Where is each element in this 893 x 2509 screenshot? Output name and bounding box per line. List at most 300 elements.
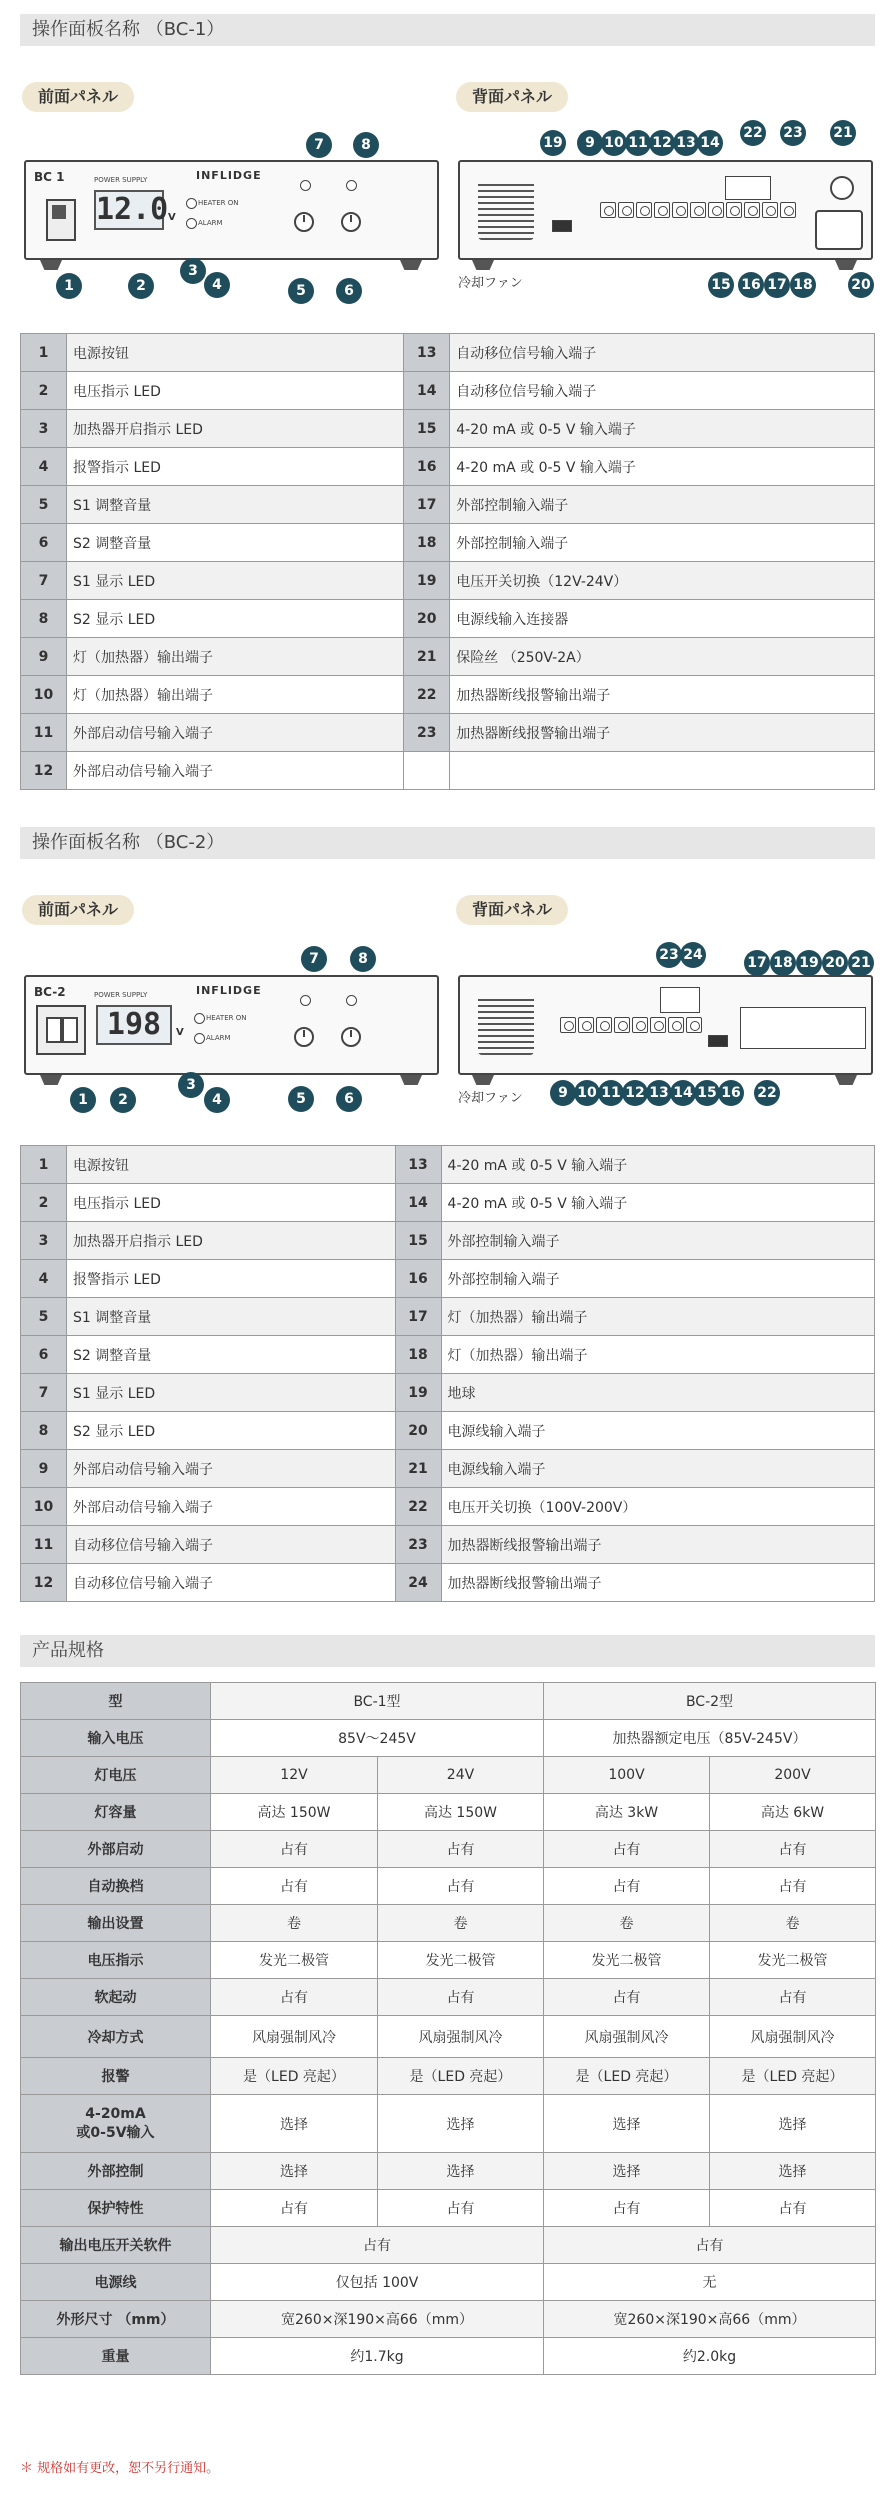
table-row bbox=[21, 1412, 875, 1450]
part-name: 加热器断线报警输出端子 bbox=[441, 1526, 874, 1564]
bc2-front-bullet-2: 2 bbox=[110, 1087, 136, 1113]
spec-value: 选择 bbox=[710, 2153, 876, 2190]
part-name: 电源线输入端子 bbox=[441, 1450, 874, 1488]
bc1-alarm-label: ALARM bbox=[198, 219, 223, 227]
bc2-back-bullet-20: 20 bbox=[822, 950, 848, 976]
bc1-back-panel-tag: 背面パネル bbox=[456, 82, 568, 112]
spec-value: 是（LED 亮起） bbox=[378, 2058, 544, 2095]
part-name: 地球 bbox=[441, 1374, 874, 1412]
bc2-alarm-led bbox=[194, 1033, 205, 1044]
part-number: 2 bbox=[21, 372, 67, 410]
spec-row-model bbox=[21, 1683, 876, 1720]
part-number: 19 bbox=[395, 1374, 441, 1412]
table-row bbox=[21, 448, 875, 486]
bc1-back-bullet-20: 20 bbox=[848, 272, 874, 298]
part-name: 报警指示 LED bbox=[67, 448, 404, 486]
part-name: 外部启动信号输入端子 bbox=[67, 1488, 396, 1526]
bc1-front-bullet-3: 3 bbox=[180, 258, 206, 284]
spec-value: 选择 bbox=[211, 2095, 378, 2153]
spec-label: 灯电压 bbox=[21, 1757, 211, 1794]
bc2-power-supply-label: POWER SUPPLY bbox=[94, 991, 148, 999]
part-name: 加热器断线报警输出端子 bbox=[450, 676, 875, 714]
spec-value: 无 bbox=[544, 2264, 876, 2301]
bc1-voltage-unit: V bbox=[168, 212, 176, 223]
spec-value: 占有 bbox=[378, 1831, 544, 1868]
spec-value: 选择 bbox=[378, 2153, 544, 2190]
part-number: 17 bbox=[395, 1298, 441, 1336]
spec-label: 冷却方式 bbox=[21, 2016, 211, 2058]
bc1-power-switch[interactable] bbox=[46, 199, 76, 241]
bc1-back-bullet-11: 11 bbox=[625, 130, 651, 156]
spec-value: 发光二极管 bbox=[544, 1942, 710, 1979]
bc1-brand-logo: INFLIDGE bbox=[196, 169, 262, 182]
bc1-alarm-terminal-block bbox=[725, 176, 771, 200]
spec-row bbox=[21, 1831, 876, 1868]
part-name: 电源按钮 bbox=[67, 334, 404, 372]
part-name: 自动移位信号输入端子 bbox=[450, 334, 875, 372]
part-name: 电源按钮 bbox=[67, 1146, 396, 1184]
bc2-cooling-fan-label: 冷却ファン bbox=[458, 1091, 523, 1106]
part-number: 3 bbox=[21, 1222, 67, 1260]
spec-value: 高达 150W bbox=[378, 1794, 544, 1831]
bc2-back-panel-tag: 背面パネル bbox=[456, 895, 568, 925]
spec-value: 200V bbox=[710, 1757, 876, 1794]
spec-value: 是（LED 亮起） bbox=[544, 2058, 710, 2095]
part-number: 18 bbox=[395, 1336, 441, 1374]
spec-row bbox=[21, 2301, 876, 2338]
bc1-back-bullet-13: 13 bbox=[673, 130, 699, 156]
bc2-front-bullet-8: 8 bbox=[350, 946, 376, 972]
part-number: 16 bbox=[395, 1260, 441, 1298]
bc2-power-switch[interactable] bbox=[36, 1005, 86, 1055]
part-name: 电源线输入连接器 bbox=[450, 600, 875, 638]
part-number: 22 bbox=[404, 676, 450, 714]
part-name: 报警指示 LED bbox=[67, 1260, 396, 1298]
spec-value: 卷 bbox=[710, 1905, 876, 1942]
part-number: 19 bbox=[404, 562, 450, 600]
part-name: S1 显示 LED bbox=[67, 562, 404, 600]
bc2-back-bullet-21: 21 bbox=[848, 950, 874, 976]
spec-value: 占有 bbox=[211, 2190, 378, 2227]
spec-value: 约2.0kg bbox=[544, 2338, 876, 2375]
spec-value: 发光二极管 bbox=[710, 1942, 876, 1979]
bc2-front-panel-tag: 前面パネル bbox=[22, 895, 134, 925]
bc1-back-bullet-23: 23 bbox=[780, 120, 806, 146]
table-row bbox=[21, 524, 875, 562]
bc1-front-bullet-4: 4 bbox=[204, 272, 230, 298]
spec-value: 是（LED 亮起） bbox=[211, 2058, 378, 2095]
spec-row bbox=[21, 1868, 876, 1905]
bc1-back-bullet-18: 18 bbox=[790, 272, 816, 298]
part-number: 8 bbox=[21, 600, 67, 638]
table-row bbox=[21, 676, 875, 714]
part-name: 4-20 mA 或 0-5 V 输入端子 bbox=[441, 1146, 874, 1184]
part-number: 20 bbox=[395, 1412, 441, 1450]
spec-value: 宽260×深190×高66（mm） bbox=[211, 2301, 544, 2338]
bc1-cooling-fan-label: 冷却ファン bbox=[458, 276, 523, 291]
spec-row bbox=[21, 2153, 876, 2190]
spec-value: 占有 bbox=[544, 2227, 876, 2264]
bc1-heater-on-label: HEATER ON bbox=[198, 199, 239, 207]
part-name: 外部控制输入端子 bbox=[441, 1222, 874, 1260]
bc2-back-bullet-16: 16 bbox=[718, 1080, 744, 1106]
part-number: 20 bbox=[404, 600, 450, 638]
spec-value: 24V bbox=[378, 1757, 544, 1794]
part-number: 16 bbox=[404, 448, 450, 486]
bc1-model-label: BC 1 bbox=[34, 170, 65, 184]
bc2-back-panel-body bbox=[458, 975, 873, 1075]
part-number: 14 bbox=[395, 1184, 441, 1222]
part-name: S2 显示 LED bbox=[67, 600, 404, 638]
part-name: 外部启动信号输入端子 bbox=[67, 714, 404, 752]
table-row bbox=[21, 1146, 875, 1184]
spec-label: 重量 bbox=[21, 2338, 211, 2375]
part-number: 7 bbox=[21, 1374, 67, 1412]
bc2-alarm-label: ALARM bbox=[206, 1034, 231, 1042]
bc1-back-panel-body bbox=[458, 160, 873, 260]
table-row bbox=[21, 1336, 875, 1374]
table-row bbox=[21, 1526, 875, 1564]
spec-value: 选择 bbox=[544, 2095, 710, 2153]
bc1-front-panel-tag: 前面パネル bbox=[22, 82, 134, 112]
spec-label: 报警 bbox=[21, 2058, 211, 2095]
part-number: 21 bbox=[404, 638, 450, 676]
spec-row bbox=[21, 2227, 876, 2264]
bc2-back-bullet-22: 22 bbox=[754, 1080, 780, 1106]
bc2-front-bullet-6: 6 bbox=[336, 1086, 362, 1112]
part-number: 1 bbox=[21, 1146, 67, 1184]
bc1-front-bullet-1: 1 bbox=[56, 273, 82, 299]
table-row bbox=[21, 1298, 875, 1336]
spec-row bbox=[21, 1794, 876, 1831]
bc1-s2-knob[interactable] bbox=[341, 212, 361, 232]
spec-bc2-model: BC-2型 bbox=[544, 1683, 876, 1720]
part-name: S1 调整音量 bbox=[67, 1298, 396, 1336]
spec-value: 占有 bbox=[211, 1868, 378, 1905]
spec-label: 外部启动 bbox=[21, 1831, 211, 1868]
bc2-back-bullet-14: 14 bbox=[670, 1080, 696, 1106]
bc1-s1-led bbox=[300, 180, 311, 191]
table-row bbox=[21, 1488, 875, 1526]
part-number: 3 bbox=[21, 410, 67, 448]
bc2-fan-grille bbox=[478, 995, 534, 1055]
spec-label: 电源线 bbox=[21, 2264, 211, 2301]
bc2-heater-on-led bbox=[194, 1013, 205, 1024]
spec-row bbox=[21, 2264, 876, 2301]
table-row bbox=[21, 600, 875, 638]
bc1-back-bullet-14: 14 bbox=[697, 130, 723, 156]
part-number: 4 bbox=[21, 1260, 67, 1298]
spec-section-header: 产品规格 bbox=[20, 1635, 875, 1667]
part-name: 自动移位信号输入端子 bbox=[450, 372, 875, 410]
part-number bbox=[404, 752, 450, 790]
table-row bbox=[21, 1564, 875, 1602]
table-row bbox=[21, 638, 875, 676]
spec-label: 输出电压开关软件 bbox=[21, 2227, 211, 2264]
spec-value: 风扇强制风冷 bbox=[710, 2016, 876, 2058]
part-name: 外部控制输入端子 bbox=[450, 486, 875, 524]
spec-value: 占有 bbox=[211, 1979, 378, 2016]
bc1-back-bullet-16: 16 bbox=[738, 272, 764, 298]
part-name: 灯（加热器）输出端子 bbox=[441, 1336, 874, 1374]
table-row bbox=[21, 334, 875, 372]
bc1-back-bullet-17: 17 bbox=[764, 272, 790, 298]
table-row bbox=[21, 1184, 875, 1222]
bc1-heater-on-led bbox=[186, 198, 197, 209]
spec-value: 卷 bbox=[211, 1905, 378, 1942]
bc2-back-bullet-17: 17 bbox=[744, 950, 770, 976]
spec-value: 占有 bbox=[710, 1831, 876, 1868]
part-name: S2 显示 LED bbox=[67, 1412, 396, 1450]
bc2-back-bullet-19: 19 bbox=[796, 950, 822, 976]
part-number: 8 bbox=[21, 1412, 67, 1450]
spec-value: 12V bbox=[211, 1757, 378, 1794]
spec-value: 100V bbox=[544, 1757, 710, 1794]
spec-value: 高达 6kW bbox=[710, 1794, 876, 1831]
spec-value: 占有 bbox=[378, 1979, 544, 2016]
bc2-power-terminal-block bbox=[740, 1007, 866, 1049]
table-row bbox=[21, 486, 875, 524]
bc1-voltage-display: 12.0 bbox=[94, 190, 164, 230]
spec-value: 发光二极管 bbox=[378, 1942, 544, 1979]
spec-value: 选择 bbox=[378, 2095, 544, 2153]
part-name: 灯（加热器）输出端子 bbox=[441, 1298, 874, 1336]
bc2-front-bullet-4: 4 bbox=[204, 1087, 230, 1113]
bc2-back-bullet-11: 11 bbox=[598, 1080, 624, 1106]
part-number: 12 bbox=[21, 752, 67, 790]
bc1-back-bullet-21: 21 bbox=[830, 120, 856, 146]
part-name bbox=[450, 752, 875, 790]
spec-label: 灯容量 bbox=[21, 1794, 211, 1831]
part-name: 电压开关切换（12V-24V） bbox=[450, 562, 875, 600]
bc2-s2-led bbox=[346, 995, 357, 1006]
table-row bbox=[21, 372, 875, 410]
spec-value: 宽260×深190×高66（mm） bbox=[544, 2301, 876, 2338]
part-number: 2 bbox=[21, 1184, 67, 1222]
bc1-back-bullet-19: 19 bbox=[540, 130, 566, 156]
part-number: 23 bbox=[395, 1526, 441, 1564]
spec-value: 选择 bbox=[211, 2153, 378, 2190]
part-number: 11 bbox=[21, 1526, 67, 1564]
bc1-front-bullet-2: 2 bbox=[128, 273, 154, 299]
part-name: S1 调整音量 bbox=[67, 486, 404, 524]
part-number: 12 bbox=[21, 1564, 67, 1602]
bc1-alarm-led bbox=[186, 218, 197, 229]
part-name: 保险丝 （250V-2A） bbox=[450, 638, 875, 676]
part-number: 15 bbox=[395, 1222, 441, 1260]
spec-value: 高达 150W bbox=[211, 1794, 378, 1831]
spec-label: 自动换档 bbox=[21, 1868, 211, 1905]
spec-table bbox=[20, 1682, 876, 2375]
part-number: 5 bbox=[21, 486, 67, 524]
bc2-heater-on-label: HEATER ON bbox=[206, 1014, 247, 1022]
bc1-front-bullet-5: 5 bbox=[288, 278, 314, 304]
part-name: 电压指示 LED bbox=[67, 372, 404, 410]
bc2-front-bullet-1: 1 bbox=[70, 1087, 96, 1113]
bc2-front-bullet-7: 7 bbox=[301, 946, 327, 972]
spec-row-input-voltage bbox=[21, 1720, 876, 1757]
part-name: S2 调整音量 bbox=[67, 1336, 396, 1374]
bc1-front-panel-body bbox=[24, 160, 439, 260]
bc1-back-bullet-9: 9 bbox=[577, 130, 603, 156]
part-name: 外部控制输入端子 bbox=[450, 524, 875, 562]
part-name: 电压开关切换（100V-200V） bbox=[441, 1488, 874, 1526]
spec-label: 保护特性 bbox=[21, 2190, 211, 2227]
bc2-back-bullet-12: 12 bbox=[622, 1080, 648, 1106]
table-row bbox=[21, 714, 875, 752]
bc1-back-bullet-22: 22 bbox=[740, 120, 766, 146]
bc1-s2-led bbox=[346, 180, 357, 191]
part-name: 电压指示 LED bbox=[67, 1184, 396, 1222]
spec-label: 软起动 bbox=[21, 1979, 211, 2016]
part-number: 10 bbox=[21, 676, 67, 714]
part-name: 加热器断线报警输出端子 bbox=[441, 1564, 874, 1602]
spec-value: 占有 bbox=[378, 2190, 544, 2227]
spec-value: 占有 bbox=[544, 1868, 710, 1905]
part-number: 24 bbox=[395, 1564, 441, 1602]
part-number: 15 bbox=[404, 410, 450, 448]
spec-value: 占有 bbox=[211, 1831, 378, 1868]
part-name: 加热器开启指示 LED bbox=[67, 1222, 396, 1260]
bc1-front-bullet-8: 8 bbox=[353, 132, 379, 158]
spec-value: 风扇强制风冷 bbox=[544, 2016, 710, 2058]
part-number: 17 bbox=[404, 486, 450, 524]
table-row bbox=[21, 1260, 875, 1298]
bc1-parts-table bbox=[20, 333, 875, 790]
part-name: S1 显示 LED bbox=[67, 1374, 396, 1412]
bc2-voltage-switch[interactable] bbox=[708, 1035, 728, 1047]
part-number: 14 bbox=[404, 372, 450, 410]
spec-label: 电压指示 bbox=[21, 1942, 211, 1979]
bc2-back-bullet-9: 9 bbox=[550, 1080, 576, 1106]
spec-input-voltage-bc2: 加热器额定电压（85V-245V） bbox=[544, 1720, 876, 1757]
part-number: 18 bbox=[404, 524, 450, 562]
spec-value: 约1.7kg bbox=[211, 2338, 544, 2375]
table-row bbox=[21, 752, 875, 790]
spec-row bbox=[21, 2190, 876, 2227]
bc1-back-bullet-12: 12 bbox=[649, 130, 675, 156]
spec-input-voltage-bc1: 85V～245V bbox=[211, 1720, 544, 1757]
spec-row bbox=[21, 2095, 876, 2153]
part-number: 10 bbox=[21, 1488, 67, 1526]
table-row bbox=[21, 1374, 875, 1412]
part-number: 13 bbox=[404, 334, 450, 372]
spec-input-voltage-label: 输入电压 bbox=[21, 1720, 211, 1757]
spec-value: 占有 bbox=[710, 2190, 876, 2227]
spec-row bbox=[21, 2016, 876, 2058]
spec-value: 占有 bbox=[710, 1868, 876, 1905]
spec-row bbox=[21, 1905, 876, 1942]
part-number: 22 bbox=[395, 1488, 441, 1526]
part-number: 21 bbox=[395, 1450, 441, 1488]
part-number: 6 bbox=[21, 524, 67, 562]
spec-value: 风扇强制风冷 bbox=[211, 2016, 378, 2058]
spec-value: 卷 bbox=[544, 1905, 710, 1942]
bc2-back-bullet-13: 13 bbox=[646, 1080, 672, 1106]
table-row bbox=[21, 1450, 875, 1488]
bc1-power-inlet[interactable] bbox=[815, 210, 863, 250]
bc2-back-bullet-15: 15 bbox=[694, 1080, 720, 1106]
part-number: 1 bbox=[21, 334, 67, 372]
table-row bbox=[21, 1222, 875, 1260]
bc2-s2-knob[interactable] bbox=[341, 1027, 361, 1047]
bc1-voltage-switch[interactable] bbox=[552, 220, 572, 232]
spec-value: 占有 bbox=[544, 1979, 710, 2016]
spec-value: 占有 bbox=[544, 1831, 710, 1868]
part-name: 4-20 mA 或 0-5 V 输入端子 bbox=[450, 410, 875, 448]
spec-row bbox=[21, 1979, 876, 2016]
bc2-s1-knob[interactable] bbox=[294, 1027, 314, 1047]
bc2-model-label: BC-2 bbox=[34, 985, 66, 999]
part-name: 灯（加热器）输出端子 bbox=[67, 676, 404, 714]
bc1-section-header: 操作面板名称 （BC-1） bbox=[20, 14, 875, 46]
part-name: 4-20 mA 或 0-5 V 输入端子 bbox=[441, 1184, 874, 1222]
bc1-power-supply-label: POWER SUPPLY bbox=[94, 176, 148, 184]
bc2-back-bullet-23: 23 bbox=[656, 942, 682, 968]
bc2-back-bullet-10: 10 bbox=[574, 1080, 600, 1106]
spec-value: 选择 bbox=[544, 2153, 710, 2190]
spec-value: 风扇强制风冷 bbox=[378, 2016, 544, 2058]
spec-label: 外部控制 bbox=[21, 2153, 211, 2190]
part-number: 9 bbox=[21, 1450, 67, 1488]
spec-value: 占有 bbox=[211, 2227, 544, 2264]
spec-value: 仅包括 100V bbox=[211, 2264, 544, 2301]
spec-value: 选择 bbox=[710, 2095, 876, 2153]
spec-label: 4-20mA 或0-5V输入 bbox=[21, 2095, 211, 2153]
part-name: 4-20 mA 或 0-5 V 输入端子 bbox=[450, 448, 875, 486]
part-number: 11 bbox=[21, 714, 67, 752]
bc2-brand-logo: INFLIDGE bbox=[196, 984, 262, 997]
bc1-back-bullet-15: 15 bbox=[708, 272, 734, 298]
spec-row bbox=[21, 2058, 876, 2095]
spec-value: 占有 bbox=[544, 2190, 710, 2227]
bc2-front-bullet-3: 3 bbox=[178, 1072, 204, 1098]
part-name: 灯（加热器）输出端子 bbox=[67, 638, 404, 676]
bc1-s1-knob[interactable] bbox=[294, 212, 314, 232]
spec-value: 占有 bbox=[378, 1868, 544, 1905]
bc2-alarm-terminal-block bbox=[660, 987, 700, 1013]
spec-row bbox=[21, 1942, 876, 1979]
bc1-front-bullet-7: 7 bbox=[306, 132, 332, 158]
part-name: 自动移位信号输入端子 bbox=[67, 1564, 396, 1602]
bc2-parts-table bbox=[20, 1145, 875, 1602]
spec-label: 外形尺寸 （mm） bbox=[21, 2301, 211, 2338]
spec-bc1-model: BC-1型 bbox=[211, 1683, 544, 1720]
spec-value: 高达 3kW bbox=[544, 1794, 710, 1831]
bc2-front-bullet-5: 5 bbox=[288, 1086, 314, 1112]
part-name: 加热器开启指示 LED bbox=[67, 410, 404, 448]
bc2-s1-led bbox=[300, 995, 311, 1006]
part-name: 加热器断线报警输出端子 bbox=[450, 714, 875, 752]
part-number: 13 bbox=[395, 1146, 441, 1184]
bc1-fan-grille bbox=[478, 180, 534, 240]
bc1-back-bullet-10: 10 bbox=[601, 130, 627, 156]
table-row bbox=[21, 410, 875, 448]
bc2-section-header: 操作面板名称 （BC-2） bbox=[20, 827, 875, 859]
spec-label: 输出设置 bbox=[21, 1905, 211, 1942]
part-name: 外部启动信号输入端子 bbox=[67, 1450, 396, 1488]
bc2-front-panel-body bbox=[24, 975, 439, 1075]
spec-note: ＊ 规格如有更改，恕不另行通知。 bbox=[20, 2461, 220, 2476]
table-row bbox=[21, 562, 875, 600]
part-number: 9 bbox=[21, 638, 67, 676]
bc1-front-bullet-6: 6 bbox=[336, 278, 362, 304]
spec-value: 占有 bbox=[710, 1979, 876, 2016]
part-name: 外部启动信号输入端子 bbox=[67, 752, 404, 790]
part-name: S2 调整音量 bbox=[67, 524, 404, 562]
bc1-fuse-holder[interactable] bbox=[830, 176, 854, 200]
spec-value: 是（LED 亮起） bbox=[710, 2058, 876, 2095]
